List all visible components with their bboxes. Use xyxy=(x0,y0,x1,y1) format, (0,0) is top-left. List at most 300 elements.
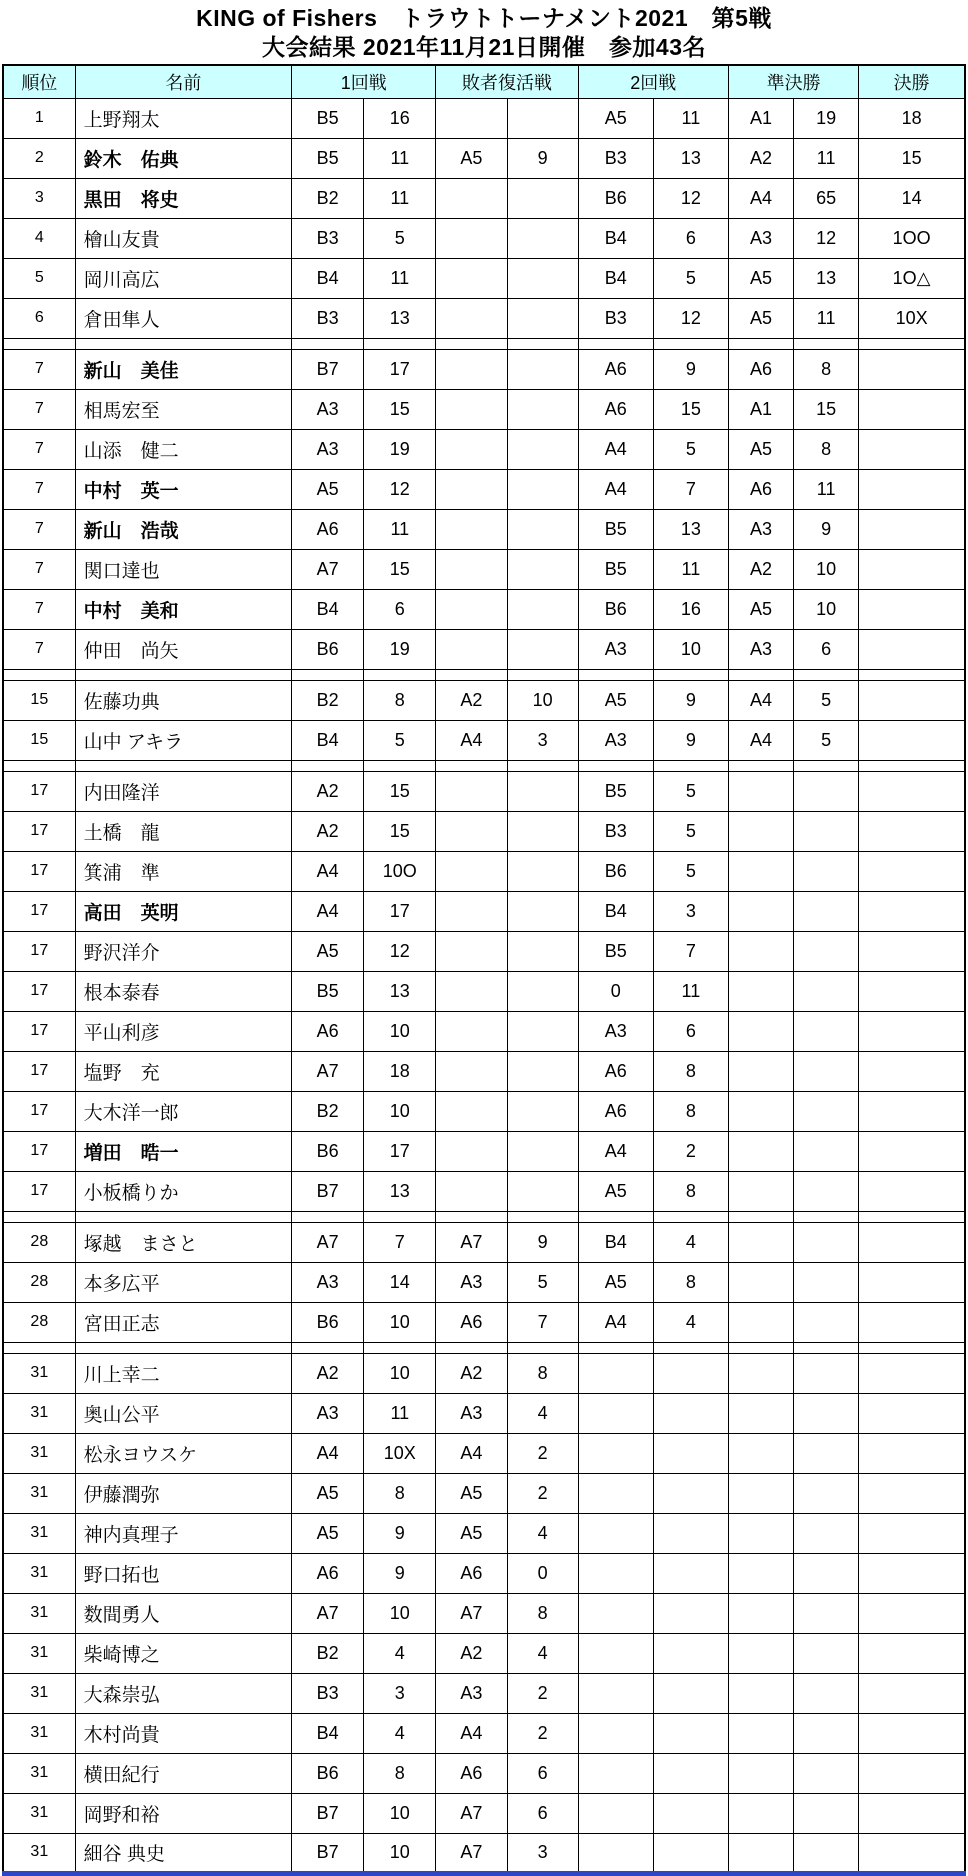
semifinal-block: A5 xyxy=(728,429,793,469)
separator-cell xyxy=(75,760,291,771)
final-score xyxy=(859,1262,965,1302)
round1-score: 11 xyxy=(364,178,436,218)
round2-score xyxy=(653,1433,728,1473)
final-score xyxy=(859,1633,965,1673)
name-cell: 山中 アキラ xyxy=(75,720,291,760)
round1-score: 5 xyxy=(364,720,436,760)
final-score xyxy=(859,1833,965,1873)
semifinal-block xyxy=(728,1753,793,1793)
rank-cell: 31 xyxy=(3,1593,75,1633)
table-row xyxy=(3,138,965,178)
semifinal-block: A5 xyxy=(728,589,793,629)
final-score xyxy=(859,1393,965,1433)
round2-score: 6 xyxy=(653,1011,728,1051)
round1-block: B7 xyxy=(292,1171,364,1211)
semifinal-score xyxy=(794,1011,859,1051)
table-row xyxy=(3,1091,965,1131)
name-cell: 神内真理子 xyxy=(75,1513,291,1553)
round2-block: B3 xyxy=(578,298,653,338)
round2-block: B5 xyxy=(578,771,653,811)
table-row xyxy=(3,1713,965,1753)
round1-block: A5 xyxy=(292,931,364,971)
repechage-block: A4 xyxy=(436,1433,507,1473)
round1-block: B2 xyxy=(292,1633,364,1673)
round1-score: 17 xyxy=(364,891,436,931)
table-row xyxy=(3,1513,965,1553)
round2-block: B3 xyxy=(578,138,653,178)
table-row xyxy=(3,1833,965,1873)
title-line-1: KING of Fishers トラウトトーナメント2021 第5戦 xyxy=(196,5,772,31)
table-row xyxy=(3,931,965,971)
separator-cell xyxy=(794,760,859,771)
table-row xyxy=(3,851,965,891)
name-cell: 平山利彦 xyxy=(75,1011,291,1051)
semifinal-block: A6 xyxy=(728,469,793,509)
separator-cell xyxy=(653,1342,728,1353)
table-row xyxy=(3,178,965,218)
round1-score: 3 xyxy=(364,1673,436,1713)
round1-block: A7 xyxy=(292,1051,364,1091)
round1-score: 14 xyxy=(364,1262,436,1302)
semifinal-block xyxy=(728,771,793,811)
round2-block: A4 xyxy=(578,429,653,469)
table-row xyxy=(3,891,965,931)
round1-score: 19 xyxy=(364,629,436,669)
final-score xyxy=(859,1473,965,1513)
semifinal-block xyxy=(728,1091,793,1131)
separator-cell xyxy=(728,669,793,680)
round1-block: A2 xyxy=(292,771,364,811)
repechage-block: A4 xyxy=(436,720,507,760)
separator-cell xyxy=(794,669,859,680)
final-score xyxy=(859,811,965,851)
rank-cell: 31 xyxy=(3,1553,75,1593)
table-row xyxy=(3,1593,965,1633)
round1-score: 15 xyxy=(364,811,436,851)
final-score xyxy=(859,1302,965,1342)
round2-block xyxy=(578,1833,653,1873)
round2-score: 11 xyxy=(653,971,728,1011)
semifinal-score: 5 xyxy=(794,720,859,760)
round2-score: 3 xyxy=(653,891,728,931)
group-separator-row xyxy=(3,1342,965,1353)
round2-block xyxy=(578,1353,653,1393)
semifinal-block xyxy=(728,891,793,931)
round2-block: A3 xyxy=(578,720,653,760)
round1-score: 11 xyxy=(364,509,436,549)
round1-block: B2 xyxy=(292,1091,364,1131)
round1-block: B4 xyxy=(292,589,364,629)
name-cell: 山添 健二 xyxy=(75,429,291,469)
repechage-block xyxy=(436,1171,507,1211)
round1-score: 6 xyxy=(364,589,436,629)
table-row xyxy=(3,218,965,258)
separator-cell xyxy=(578,1211,653,1222)
separator-cell xyxy=(364,760,436,771)
table-row xyxy=(3,509,965,549)
round1-score: 10 xyxy=(364,1302,436,1342)
round2-block: B5 xyxy=(578,549,653,589)
final-score xyxy=(859,1353,965,1393)
semifinal-score: 65 xyxy=(794,178,859,218)
rank-cell: 3 xyxy=(3,178,75,218)
round1-block: B2 xyxy=(292,178,364,218)
rank-cell: 17 xyxy=(3,931,75,971)
semifinal-score: 12 xyxy=(794,218,859,258)
semifinal-block: A2 xyxy=(728,138,793,178)
rank-cell: 7 xyxy=(3,549,75,589)
semifinal-block xyxy=(728,1673,793,1713)
name-cell: 根本泰春 xyxy=(75,971,291,1011)
rank-cell: 17 xyxy=(3,971,75,1011)
semifinal-block xyxy=(728,1302,793,1342)
separator-cell xyxy=(859,669,965,680)
rank-cell: 31 xyxy=(3,1793,75,1833)
semifinal-block: A3 xyxy=(728,218,793,258)
round1-score: 17 xyxy=(364,349,436,389)
rank-cell: 5 xyxy=(3,258,75,298)
round2-score: 11 xyxy=(653,549,728,589)
round2-block xyxy=(578,1633,653,1673)
round2-block: B5 xyxy=(578,509,653,549)
semifinal-score: 11 xyxy=(794,298,859,338)
round2-score xyxy=(653,1353,728,1393)
separator-cell xyxy=(364,669,436,680)
round1-block: A4 xyxy=(292,891,364,931)
round1-block: A2 xyxy=(292,1353,364,1393)
repechage-score: 9 xyxy=(507,138,578,178)
repechage-block xyxy=(436,851,507,891)
repechage-score xyxy=(507,629,578,669)
separator-cell xyxy=(859,1211,965,1222)
semifinal-score xyxy=(794,1593,859,1633)
semifinal-score: 5 xyxy=(794,680,859,720)
separator-cell xyxy=(859,338,965,349)
semifinal-score xyxy=(794,851,859,891)
rank-cell: 17 xyxy=(3,1091,75,1131)
rank-cell: 7 xyxy=(3,509,75,549)
repechage-score xyxy=(507,1011,578,1051)
repechage-block: A7 xyxy=(436,1793,507,1833)
final-score xyxy=(859,931,965,971)
final-score xyxy=(859,1222,965,1262)
name-cell: 仲田 尚矢 xyxy=(75,629,291,669)
header-rank: 順位 xyxy=(3,65,75,98)
rank-cell: 2 xyxy=(3,138,75,178)
round2-score: 10 xyxy=(653,629,728,669)
semifinal-block xyxy=(728,1473,793,1513)
final-score xyxy=(859,1051,965,1091)
separator-cell xyxy=(292,338,364,349)
final-score xyxy=(859,1011,965,1051)
repechage-score xyxy=(507,811,578,851)
round2-block: B6 xyxy=(578,851,653,891)
round2-score: 16 xyxy=(653,589,728,629)
round1-score: 15 xyxy=(364,389,436,429)
repechage-score xyxy=(507,218,578,258)
final-score xyxy=(859,429,965,469)
round1-block: B7 xyxy=(292,1793,364,1833)
round2-score: 9 xyxy=(653,680,728,720)
rank-cell: 4 xyxy=(3,218,75,258)
separator-cell xyxy=(578,669,653,680)
separator-cell xyxy=(3,760,75,771)
table-row xyxy=(3,429,965,469)
round1-block: A4 xyxy=(292,1433,364,1473)
repechage-block: A2 xyxy=(436,680,507,720)
rank-cell: 28 xyxy=(3,1262,75,1302)
final-score xyxy=(859,720,965,760)
round2-score xyxy=(653,1673,728,1713)
table-row xyxy=(3,680,965,720)
round2-score: 5 xyxy=(653,258,728,298)
round1-block: A6 xyxy=(292,1011,364,1051)
semifinal-score: 9 xyxy=(794,509,859,549)
results-table xyxy=(2,64,966,1876)
repechage-block xyxy=(436,891,507,931)
semifinal-score xyxy=(794,1753,859,1793)
repechage-score: 8 xyxy=(507,1353,578,1393)
semifinal-score: 11 xyxy=(794,469,859,509)
round1-score: 10 xyxy=(364,1353,436,1393)
final-score xyxy=(859,1513,965,1553)
name-cell: 倉田隼人 xyxy=(75,298,291,338)
final-score xyxy=(859,629,965,669)
round1-block: B6 xyxy=(292,629,364,669)
separator-cell xyxy=(728,760,793,771)
separator-cell xyxy=(364,1211,436,1222)
round1-score: 11 xyxy=(364,138,436,178)
separator-cell xyxy=(292,669,364,680)
semifinal-score xyxy=(794,1473,859,1513)
repechage-score: 6 xyxy=(507,1793,578,1833)
semifinal-score xyxy=(794,1091,859,1131)
title-line-2: 大会結果 2021年11月21日開催 参加43名 xyxy=(261,34,707,60)
name-cell: 箕浦 準 xyxy=(75,851,291,891)
repechage-score xyxy=(507,931,578,971)
header-round2: 2回戦 xyxy=(578,65,728,98)
round1-score: 19 xyxy=(364,429,436,469)
round2-score: 11 xyxy=(653,98,728,138)
repechage-score: 2 xyxy=(507,1673,578,1713)
table-row xyxy=(3,971,965,1011)
final-score xyxy=(859,1553,965,1593)
round1-block: B6 xyxy=(292,1131,364,1171)
semifinal-score xyxy=(794,931,859,971)
semifinal-block xyxy=(728,811,793,851)
round1-block: B4 xyxy=(292,720,364,760)
round2-block: A5 xyxy=(578,98,653,138)
separator-cell xyxy=(3,1342,75,1353)
separator-cell xyxy=(3,338,75,349)
round2-score: 2 xyxy=(653,1131,728,1171)
rank-cell: 17 xyxy=(3,811,75,851)
repechage-block xyxy=(436,771,507,811)
semifinal-block: A5 xyxy=(728,258,793,298)
group-separator-row xyxy=(3,1211,965,1222)
table-row xyxy=(3,298,965,338)
round2-score: 9 xyxy=(653,720,728,760)
table-row xyxy=(3,1393,965,1433)
header-row xyxy=(3,65,965,98)
semifinal-score xyxy=(794,1673,859,1713)
round1-score: 4 xyxy=(364,1633,436,1673)
semifinal-block xyxy=(728,1593,793,1633)
round2-block: B4 xyxy=(578,258,653,298)
separator-cell xyxy=(507,1211,578,1222)
round1-block: A7 xyxy=(292,1222,364,1262)
round1-block: B6 xyxy=(292,1302,364,1342)
repechage-score xyxy=(507,1171,578,1211)
table-row xyxy=(3,811,965,851)
round1-block: A5 xyxy=(292,1473,364,1513)
round1-block: A7 xyxy=(292,1593,364,1633)
round2-block: B4 xyxy=(578,1222,653,1262)
separator-cell xyxy=(728,1211,793,1222)
final-score: 14 xyxy=(859,178,965,218)
separator-cell xyxy=(507,760,578,771)
name-cell: 大木洋一郎 xyxy=(75,1091,291,1131)
rank-cell: 17 xyxy=(3,1171,75,1211)
separator-cell xyxy=(578,1342,653,1353)
repechage-score: 2 xyxy=(507,1713,578,1753)
semifinal-block xyxy=(728,971,793,1011)
repechage-score: 4 xyxy=(507,1633,578,1673)
round1-block: A3 xyxy=(292,389,364,429)
separator-cell xyxy=(75,338,291,349)
name-cell: 関口達也 xyxy=(75,549,291,589)
semifinal-block: A3 xyxy=(728,629,793,669)
round2-block: B6 xyxy=(578,178,653,218)
round2-block xyxy=(578,1553,653,1593)
final-score xyxy=(859,389,965,429)
repechage-block: A3 xyxy=(436,1393,507,1433)
round1-score: 10 xyxy=(364,1833,436,1873)
separator-cell xyxy=(653,760,728,771)
final-score xyxy=(859,1793,965,1833)
table-row xyxy=(3,1011,965,1051)
round1-score: 5 xyxy=(364,218,436,258)
round2-score xyxy=(653,1833,728,1873)
round2-block: A3 xyxy=(578,1011,653,1051)
semifinal-block: A5 xyxy=(728,298,793,338)
table-row xyxy=(3,629,965,669)
round1-block: B2 xyxy=(292,680,364,720)
round1-block: B3 xyxy=(292,1673,364,1713)
separator-cell xyxy=(364,1342,436,1353)
repechage-score: 3 xyxy=(507,720,578,760)
final-score: 1OO xyxy=(859,218,965,258)
round2-block xyxy=(578,1513,653,1553)
final-score xyxy=(859,1673,965,1713)
table-row xyxy=(3,1553,965,1593)
repechage-block xyxy=(436,1051,507,1091)
round1-block: B3 xyxy=(292,298,364,338)
rank-cell: 17 xyxy=(3,891,75,931)
semifinal-block xyxy=(728,851,793,891)
rank-cell: 17 xyxy=(3,851,75,891)
separator-cell xyxy=(3,1211,75,1222)
semifinal-block: A3 xyxy=(728,509,793,549)
final-score xyxy=(859,1433,965,1473)
semifinal-score: 8 xyxy=(794,429,859,469)
round2-block: 0 xyxy=(578,971,653,1011)
round1-score: 11 xyxy=(364,1393,436,1433)
semifinal-block xyxy=(728,1553,793,1593)
repechage-score xyxy=(507,771,578,811)
semifinal-block xyxy=(728,1051,793,1091)
repechage-score xyxy=(507,1131,578,1171)
round2-score xyxy=(653,1793,728,1833)
name-cell: 増田 晧一 xyxy=(75,1131,291,1171)
final-score: 18 xyxy=(859,98,965,138)
repechage-block: A6 xyxy=(436,1302,507,1342)
repechage-block: A4 xyxy=(436,1713,507,1753)
table-row xyxy=(3,589,965,629)
table-row xyxy=(3,389,965,429)
round1-score: 8 xyxy=(364,1473,436,1513)
final-score xyxy=(859,680,965,720)
rank-cell: 15 xyxy=(3,680,75,720)
round2-score: 8 xyxy=(653,1262,728,1302)
name-cell: 佐藤功典 xyxy=(75,680,291,720)
repechage-block xyxy=(436,589,507,629)
repechage-score xyxy=(507,298,578,338)
round1-block: B5 xyxy=(292,138,364,178)
name-cell: 川上幸二 xyxy=(75,1353,291,1393)
round2-score: 5 xyxy=(653,771,728,811)
round2-block: A6 xyxy=(578,1051,653,1091)
rank-cell: 7 xyxy=(3,389,75,429)
round2-block: A4 xyxy=(578,1131,653,1171)
separator-cell xyxy=(75,1211,291,1222)
round2-score: 8 xyxy=(653,1171,728,1211)
repechage-score: 9 xyxy=(507,1222,578,1262)
semifinal-block xyxy=(728,1833,793,1873)
round2-block: B4 xyxy=(578,891,653,931)
final-score xyxy=(859,1753,965,1793)
semifinal-block: A6 xyxy=(728,349,793,389)
semifinal-block xyxy=(728,1393,793,1433)
repechage-score xyxy=(507,851,578,891)
name-cell: 中村 美和 xyxy=(75,589,291,629)
semifinal-score xyxy=(794,1713,859,1753)
round1-block: A3 xyxy=(292,1393,364,1433)
round1-block: A5 xyxy=(292,1513,364,1553)
round1-block: A5 xyxy=(292,469,364,509)
rank-cell: 31 xyxy=(3,1673,75,1713)
round1-block: A3 xyxy=(292,1262,364,1302)
repechage-block xyxy=(436,549,507,589)
separator-cell xyxy=(728,338,793,349)
round1-block: B7 xyxy=(292,1833,364,1873)
semifinal-block: A2 xyxy=(728,549,793,589)
repechage-score xyxy=(507,98,578,138)
repechage-block xyxy=(436,98,507,138)
separator-cell xyxy=(794,1211,859,1222)
name-cell: 岡川高広 xyxy=(75,258,291,298)
semifinal-block xyxy=(728,1222,793,1262)
round1-score: 9 xyxy=(364,1513,436,1553)
repechage-score: 5 xyxy=(507,1262,578,1302)
rank-cell: 17 xyxy=(3,1011,75,1051)
rank-cell: 7 xyxy=(3,469,75,509)
separator-cell xyxy=(578,338,653,349)
rank-cell: 7 xyxy=(3,629,75,669)
semifinal-block xyxy=(728,1171,793,1211)
name-cell: 岡野和裕 xyxy=(75,1793,291,1833)
name-cell: 伊藤潤弥 xyxy=(75,1473,291,1513)
